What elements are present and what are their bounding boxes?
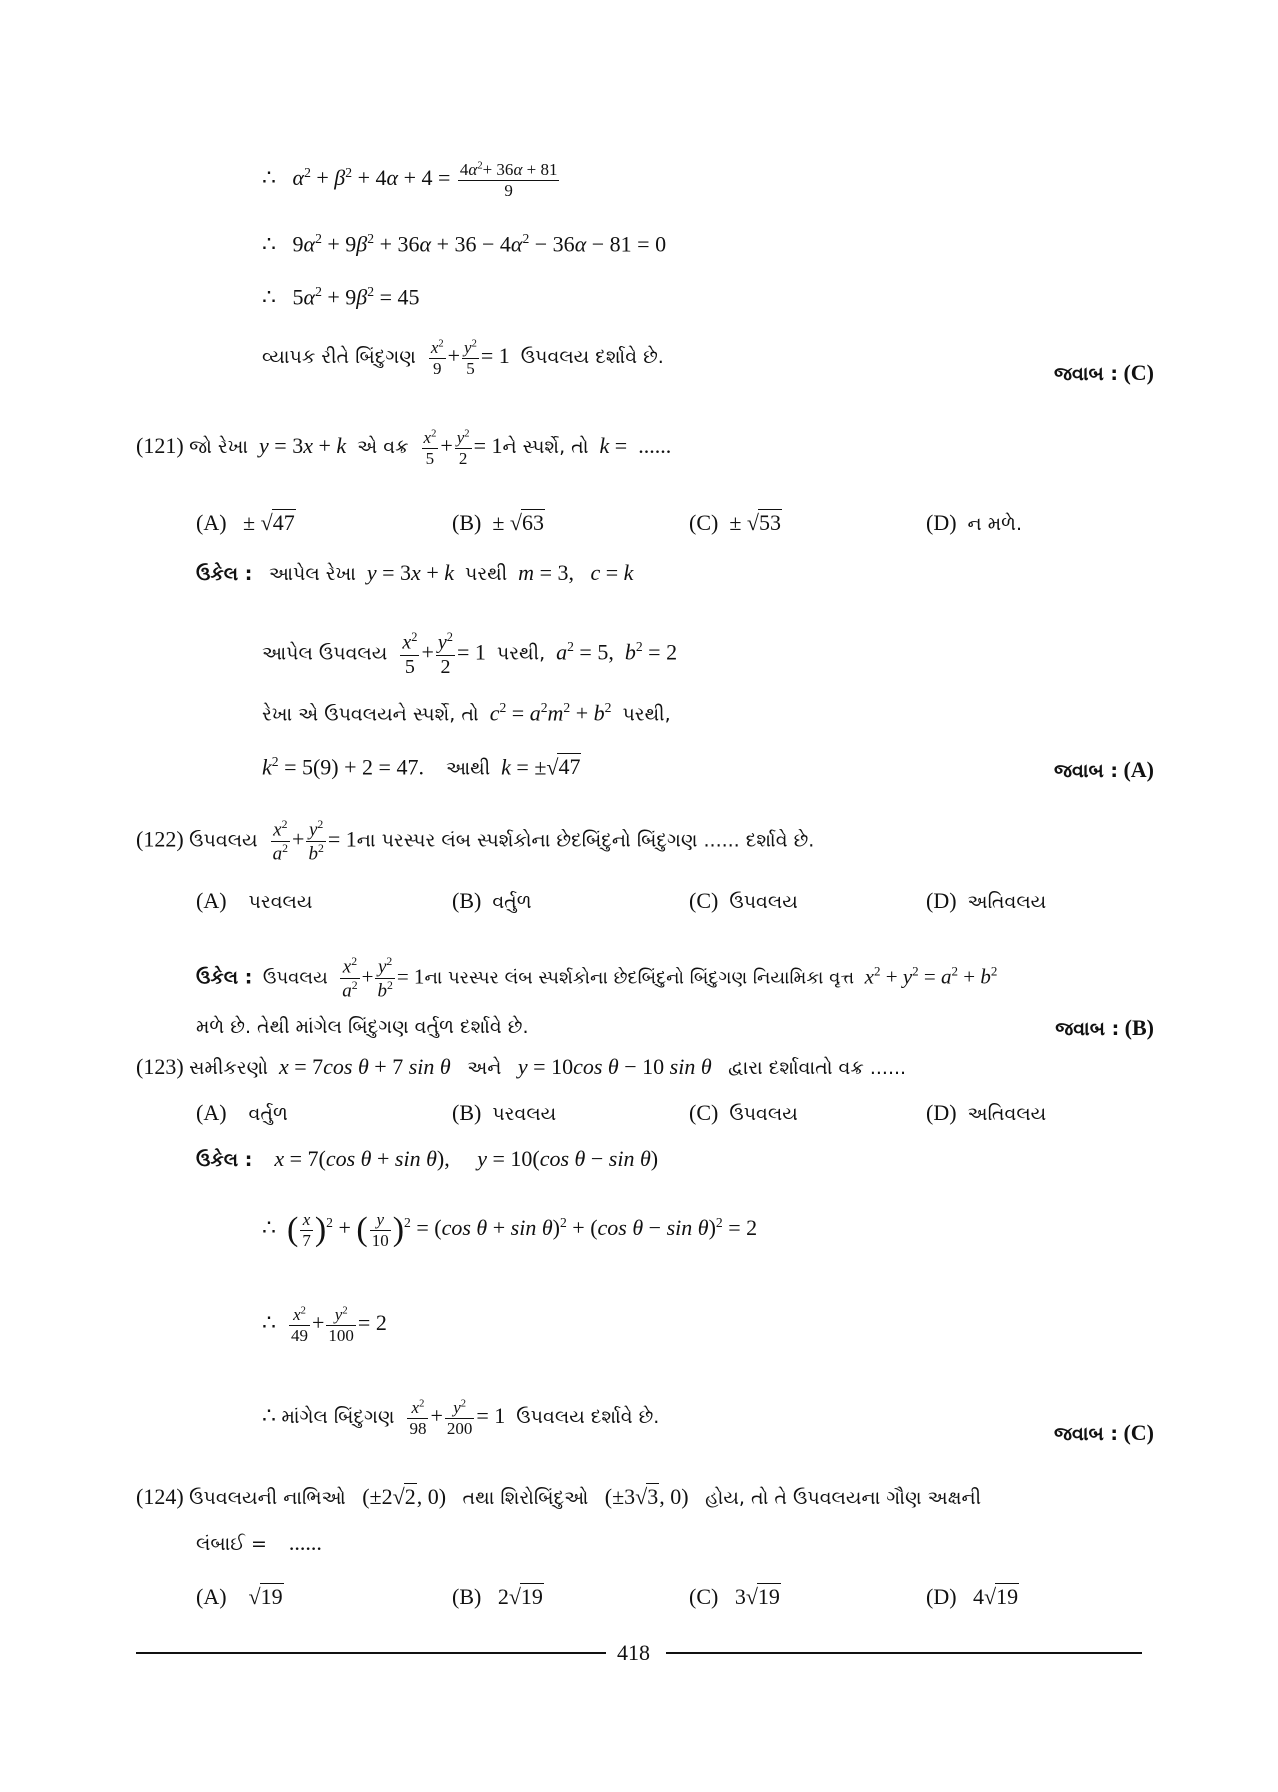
q122-answer: જવાબ : (B) [1055, 1015, 1154, 1040]
q121-option-a[interactable]: (A) ± √47 [196, 510, 295, 535]
q122-option-a[interactable]: (A) પરવલય [196, 888, 313, 913]
q123-option-d[interactable]: (D) અતિવલય [926, 1100, 1047, 1125]
eq-line-3: ∴ $5\alpha^2 + 9\beta^2 = 45$ [262, 284, 420, 310]
q121-solution-3: રેખા એ ઉપવલયને સ્પર્શે, તો $c^2 = a^2m^2 + b^2$ પરથી, [262, 700, 671, 726]
eq-line-2: ∴ $9\alpha^2 + 9\beta^2 + 36\alpha + 36 - 4\alpha^2 - 36\alpha - 81 = 0$ [262, 231, 667, 257]
q124-option-d[interactable]: (D) 4√19 [926, 1584, 1019, 1609]
q123-option-c[interactable]: (C) ઉપવલય [689, 1100, 798, 1125]
q124-option-c[interactable]: (C) 3√19 [689, 1584, 780, 1609]
q123-question: (123) સમીકરણો x = 7cos θ + 7 sin θ અને y = 10cos θ − 10 sin θ દ્વારા દર્શાવાતો વક્ર ...... [136, 1054, 907, 1079]
q121-option-c[interactable]: (C) ± √53 [689, 510, 781, 535]
q123-answer: જવાબ : (C) [1054, 1420, 1154, 1445]
q121-solution-2: આપેલ ઉપવલય $\frac{x^2}{5}$ + $\frac{y^2}{2}$ = 1 પરથી, $a^2 = 5$, $b^2 = 2$ [262, 630, 678, 678]
q124-option-b[interactable]: (B) 2√19 [452, 1584, 543, 1609]
q122-question: (122) ઉપવલય $\frac{x^2}{a^2}$ + $\frac{y^2}{b^2}$ = 1ના પરસ્પર લંબ સ્પર્શકોના છેદબિંદુનો બિંદુગણ ...... દર્શાવે છે. [136, 818, 815, 865]
q121-option-b[interactable]: (B) ± √63 [452, 510, 544, 535]
q122-option-c[interactable]: (C) ઉપવલય [689, 888, 798, 913]
q121-answer: જવાબ : (A) [1054, 757, 1154, 782]
prev-answer: જવાબ : (C) [1054, 360, 1154, 385]
q121-solution-4: $k^2 = 5(9) + 2 = 47$. આથી k = ±√47 [262, 754, 581, 780]
q122-option-d[interactable]: (D) અતિવલય [926, 888, 1047, 913]
footer-rule-right [666, 1652, 1142, 1654]
q122-solution-1: ઉકેલ : ઉપવલય $\frac{x^2}{a^2}$ + $\frac{y^2}{b^2}$ = 1ના પરસ્પર લંબ સ્પર્શકોના છેદબિંદુનો બિંદુગણ નિયામિકા વૃત્ત $x^2 + y^2 = a^2 + b^2$ [196, 955, 998, 1002]
q123-solution-1: ઉકેલ : x = 7(cos θ + sin θ), y = 10(cos θ − sin θ) [196, 1146, 659, 1171]
q123-solution-3: ∴ $\frac{x^2}{49}$ + $\frac{y^2}{100}$ = 2 [262, 1305, 387, 1345]
q124-question-line2: લંબાઈ = ...... [196, 1530, 322, 1555]
q123-option-a[interactable]: (A) વર્તુળ [196, 1100, 288, 1125]
q122-solution-2: મળે છે. તેથી માંગેલ બિંદુગણ વર્તુળ દર્શાવે છે. [196, 1016, 529, 1038]
q124-option-a[interactable]: (A) √19 [196, 1584, 283, 1609]
q121-solution-1: ઉકેલ : આપેલ રેખા y = 3x + k પરથી m = 3, c = k [196, 560, 634, 585]
q122-option-b[interactable]: (B) વર્તુળ [452, 888, 532, 913]
eq-line-1: ∴ $\alpha^2 + \beta^2 + 4\alpha + 4$ = $\frac{4\alpha^2+ 36\alpha + 81}{9}$ [262, 160, 558, 200]
q121-question: (121) જો રેખા y = 3x + k એ વક્ર $\frac{x^2}{5}$ + $\frac{y^2}{2}$ = 1ને સ્પર્શે, તો k = ...... [136, 428, 672, 468]
prev-conclusion: વ્યાપક રીતે બિંદુગણ $\frac{x^2}{9}$ + $\frac{y^2}{5}$ = 1 ઉપવલય દર્શાવે છે. [262, 338, 664, 378]
footer-rule-left [136, 1652, 606, 1654]
q123-solution-2: ∴ ( $\frac{x}{7}$ )$^2$ + ( $\frac{y}{10}$ )$^2$ = (cos θ + sin θ)$^2$ + (cos θ − sin θ)$^2$ = 2 [262, 1210, 758, 1250]
page-number: 418 [617, 1640, 650, 1665]
q123-option-b[interactable]: (B) પરવલય [452, 1100, 557, 1125]
q124-question-line1: (124) ઉપવલયની નાભિઓ (±2√2, 0) તથા શિરોબિંદુઓ (±3√3, 0) હોય, તો તે ઉપવલયના ગૌણ અક્ષની [136, 1484, 982, 1509]
q121-option-d[interactable]: (D) ન મળે. [926, 510, 1023, 535]
q123-solution-4: ∴ માંગેલ બિંદુગણ $\frac{x^2}{98}$ + $\frac{y^2}{200}$ = 1 ઉપવલય દર્શાવે છે. [262, 1398, 660, 1438]
